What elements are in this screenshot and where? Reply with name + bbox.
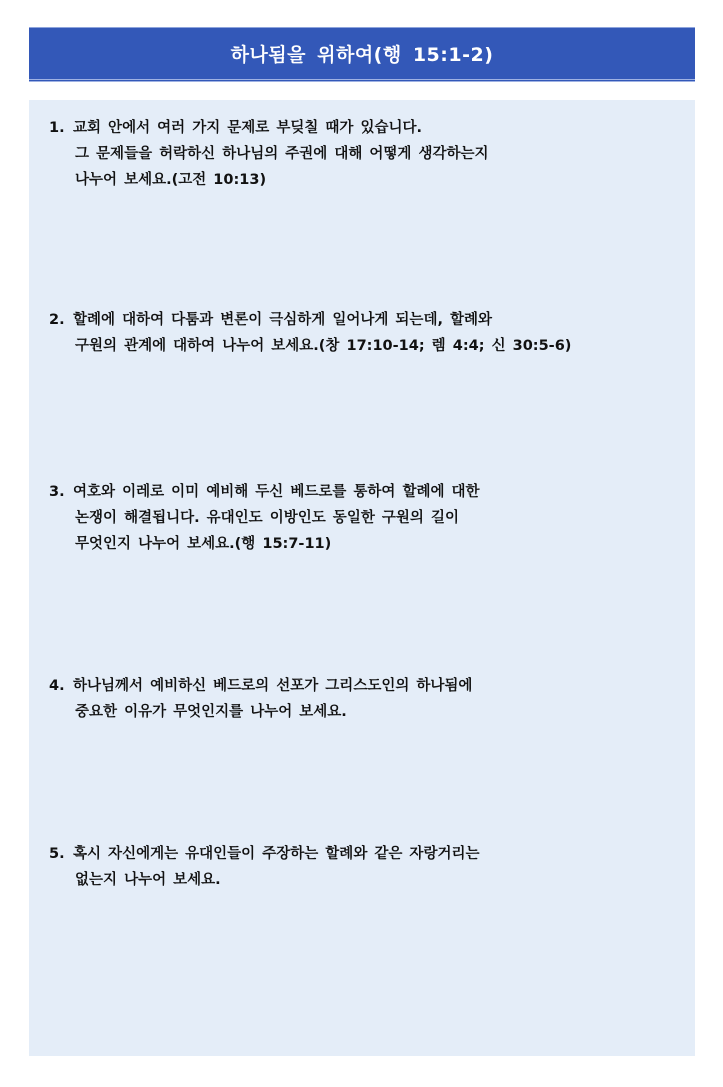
question-text: 여호와 이레로 이미 예비해 두신 베드로를 통하여 할례에 대한 [73, 484, 480, 500]
question-3 [49, 479, 679, 557]
question-text: 그 문제들을 허락하신 하나님의 주권에 대해 어떻게 생각하는지 [75, 146, 489, 162]
question-line [49, 673, 679, 699]
question-line [49, 841, 679, 867]
question-line [49, 115, 679, 141]
question-4 [49, 673, 679, 725]
page-title: 하나됨을 위하여(행 15:1-2) [230, 44, 494, 66]
question-text: 교회 안에서 여러 가지 문제로 부딪칠 때가 있습니다. [73, 120, 422, 136]
question-number: 3. [49, 484, 65, 500]
questions-panel [29, 100, 695, 1056]
question-text: 구원의 관계에 대하여 나누어 보세요.(창 17:10-14; 렘 4:4; 신 30:5-6) [75, 338, 572, 354]
question-text: 무엇인지 나누어 보세요.(행 15:7-11) [75, 536, 332, 552]
question-number: 5. [49, 846, 65, 862]
question-2 [49, 307, 679, 359]
question-text: 할례에 대하여 다툼과 변론이 극심하게 일어나게 되는데, 할례와 [73, 312, 493, 328]
question-line [49, 479, 679, 505]
question-number: 1. [49, 120, 65, 136]
question-line [49, 307, 679, 333]
question-text: 나누어 보세요.(고전 10:13) [75, 172, 267, 188]
question-text: 혹시 자신에게는 유대인들이 주장하는 할례와 같은 자랑거리는 [73, 846, 480, 862]
question-5 [49, 841, 679, 893]
question-text: 논쟁이 해결됩니다. 유대인도 이방인도 동일한 구원의 길이 [75, 510, 459, 526]
question-number: 2. [49, 312, 65, 328]
question-text: 없는지 나누어 보세요. [75, 872, 221, 888]
title-banner [29, 27, 695, 82]
question-1 [49, 115, 679, 193]
question-text: 하나님께서 예비하신 베드로의 선포가 그리스도인의 하나됨에 [73, 678, 473, 694]
question-number: 4. [49, 678, 65, 694]
question-text: 중요한 이유가 무엇인지를 나누어 보세요. [75, 704, 347, 720]
